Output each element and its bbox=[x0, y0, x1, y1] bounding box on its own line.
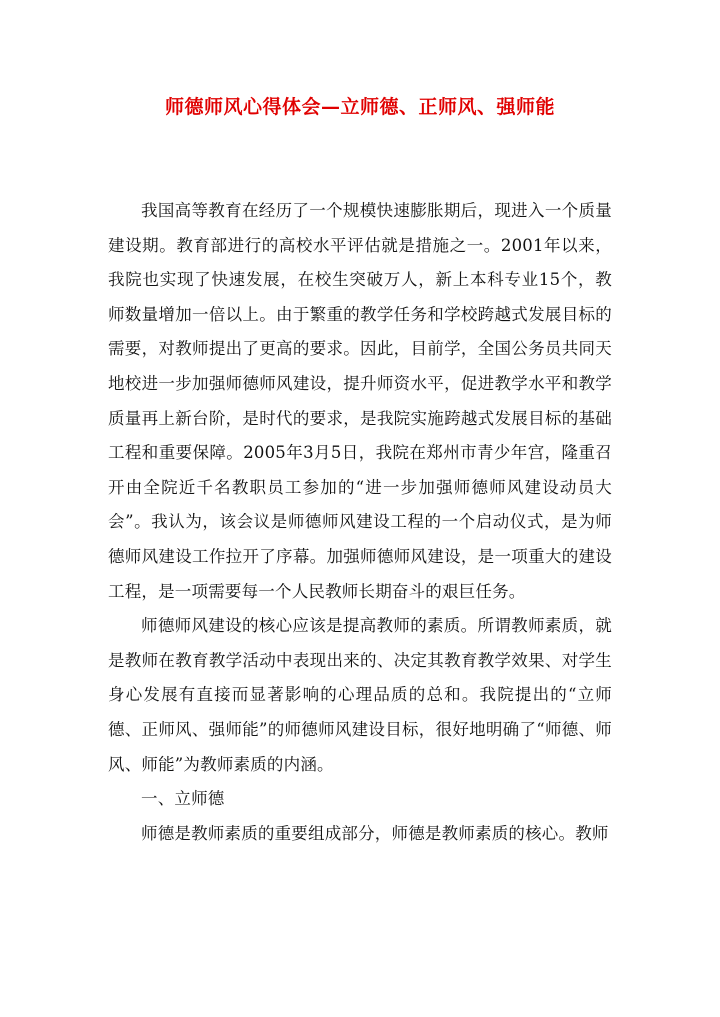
paragraph-core: 师德师风建设的核心应该是提高教师的素质。所谓教师素质，就是教师在教育教学活动中表现出来的、决定其教育教学效果、对学生身心发展有直接而显著影响的心理品质的总和。我院提出的“立师德、正师风、强师能”的师德师风建设目标，很好地明确了“师德、师风、师能”为教师素质的内涵。 bbox=[108, 616, 612, 774]
section-heading: 一、立师德 bbox=[141, 789, 225, 809]
paragraph-intro: 我国高等教育在经历了一个规模快速膨胀期后，现进入一个质量建设期。教育部进行的高校水平评估就是措施之一。2001年以来，我院也实现了快速发展，在校生突破万人，新上本科专业15个，教师数量增加一倍以上。由于繁重的教学任务和学校跨越式发展目标的需要，对教师提出了更高的要求。因此，目前学，全国公务员共同天地校进一步加强师德师风建设，提升师资水平，促进教学水平和教学质量再上新台阶，是时代的要求，是我院实施跨越式发展目标的基础工程和重要保障。2005年3月5日，我院在郑州市青少年宫，隆重召开由全院近千名教职员工参加的“进一步加强师德师风建设动员大会”。我认为，该会议是师德师风建设工程的一个启动仪式，是为师德师风建设工作拉开了序幕。加强师德师风建设，是一项重大的建设工程，是一项需要每一个人民教师长期奋斗的艰巨任务。 bbox=[108, 201, 612, 601]
document-body bbox=[108, 194, 612, 851]
paragraph-section-start: 师德是教师素质的重要组成部分，师德是教师素质的核心。教师 bbox=[141, 823, 609, 843]
document-title: 师德师风心得体会—立师德、正师风、强师能 bbox=[164, 96, 555, 118]
